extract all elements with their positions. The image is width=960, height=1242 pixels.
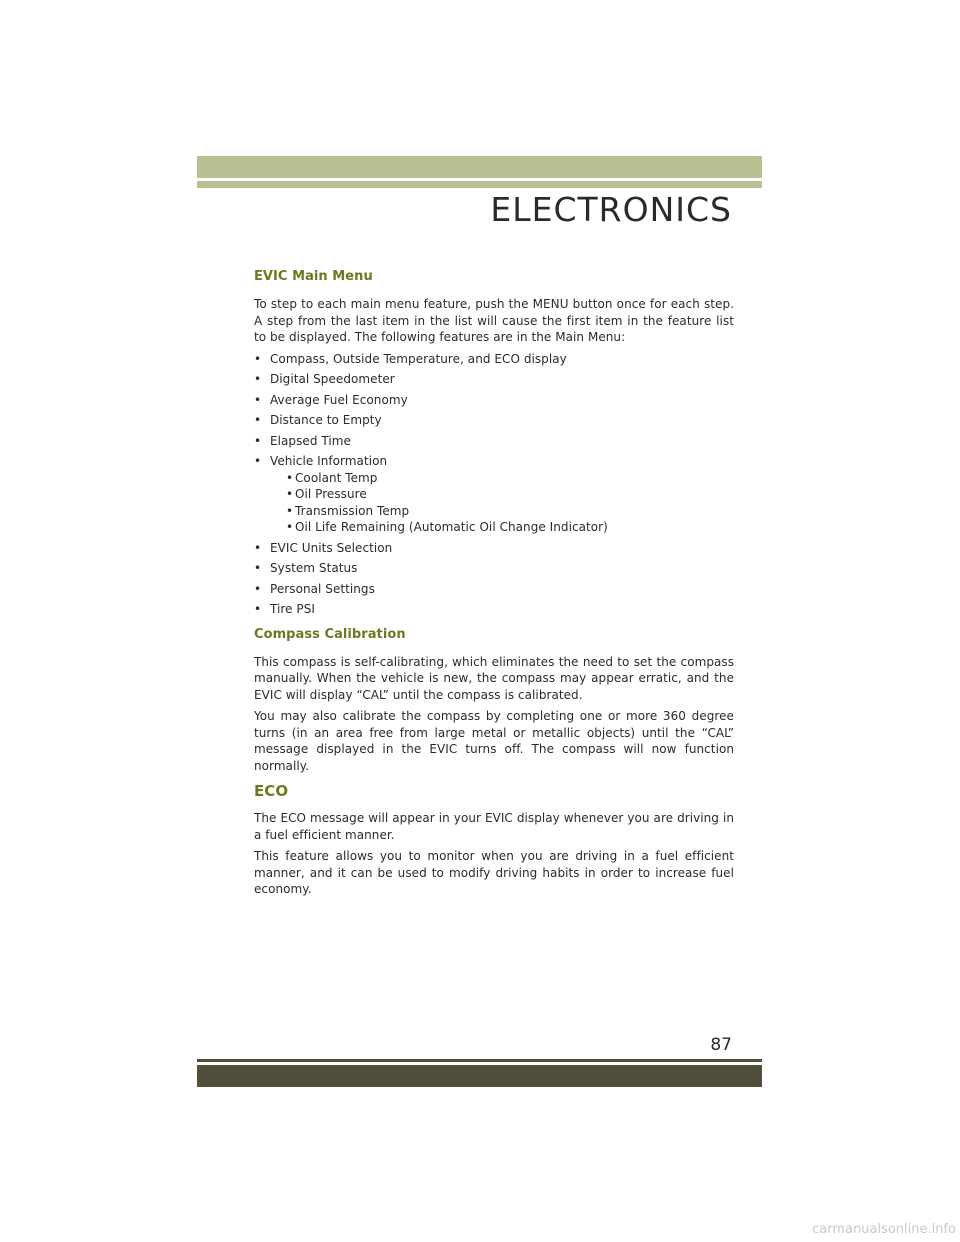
list-item: • Tire PSI (254, 601, 734, 618)
list-item: • System Status (254, 560, 734, 577)
vehicle-information-sublist (286, 470, 734, 536)
eco-heading: ECO (254, 782, 289, 800)
list-item: • Digital Speedometer (254, 371, 734, 388)
section-title: ELECTRONICS (490, 190, 732, 229)
list-item-label: Vehicle Information (270, 454, 388, 468)
main-menu-list (254, 351, 734, 618)
compass-calibration-paragraph: This compass is self-calibrating, which eliminates the need to set the compass manually. When the vehicle is new, the compass may appear erratic, and the EVIC will display “CAL” until the compass is calibrated. (254, 654, 734, 702)
header-band (197, 156, 762, 178)
list-item: • Distance to Empty (254, 412, 734, 429)
eco-paragraph: The ECO message will appear in your EVIC display whenever you are driving in a fuel efficient manner. (254, 811, 734, 842)
footer-rule (197, 1059, 762, 1062)
footer-band (197, 1065, 762, 1087)
list-item: • Personal Settings (254, 581, 734, 598)
eco-paragraph: This feature allows you to monitor when you are driving in a fuel efficient manner, and it can be used to modify driving habits in order to increase fuel economy. (254, 849, 734, 896)
page-number: 87 (710, 1035, 732, 1055)
header-rule (197, 181, 762, 188)
list-item: • Elapsed Time (254, 433, 734, 450)
list-item: • EVIC Units Selection (254, 540, 734, 557)
sub-list-item: • Oil Life Remaining (Automatic Oil Change Indicator) (286, 519, 734, 536)
watermark: carmanualsonline.info (812, 1222, 956, 1237)
sub-list-item: • Coolant Temp (286, 470, 734, 487)
sub-list-item: • Oil Pressure (286, 486, 734, 503)
list-item: • Compass, Outside Temperature, and ECO display (254, 351, 734, 368)
compass-calibration-heading: Compass Calibration (254, 626, 406, 642)
evic-main-menu-heading: EVIC Main Menu (254, 269, 373, 284)
list-item: • Average Fuel Economy (254, 392, 734, 409)
sub-list-item: • Transmission Temp (286, 503, 734, 520)
compass-calibration-paragraph: You may also calibrate the compass by completing one or more 360 degree turns (in an area free from large metal or metallic objects) until the “CAL” message displayed in the EVIC turns off. The compass will now function normally. (254, 709, 734, 773)
evic-main-menu-intro: To step to each main menu feature, push the MENU button once for each step. A step from the last item in the list will cause the first item in the feature list to be displayed. The following features are in the Main Menu: (254, 297, 734, 344)
page-content (254, 268, 734, 903)
list-item-vehicle-information (254, 453, 734, 536)
